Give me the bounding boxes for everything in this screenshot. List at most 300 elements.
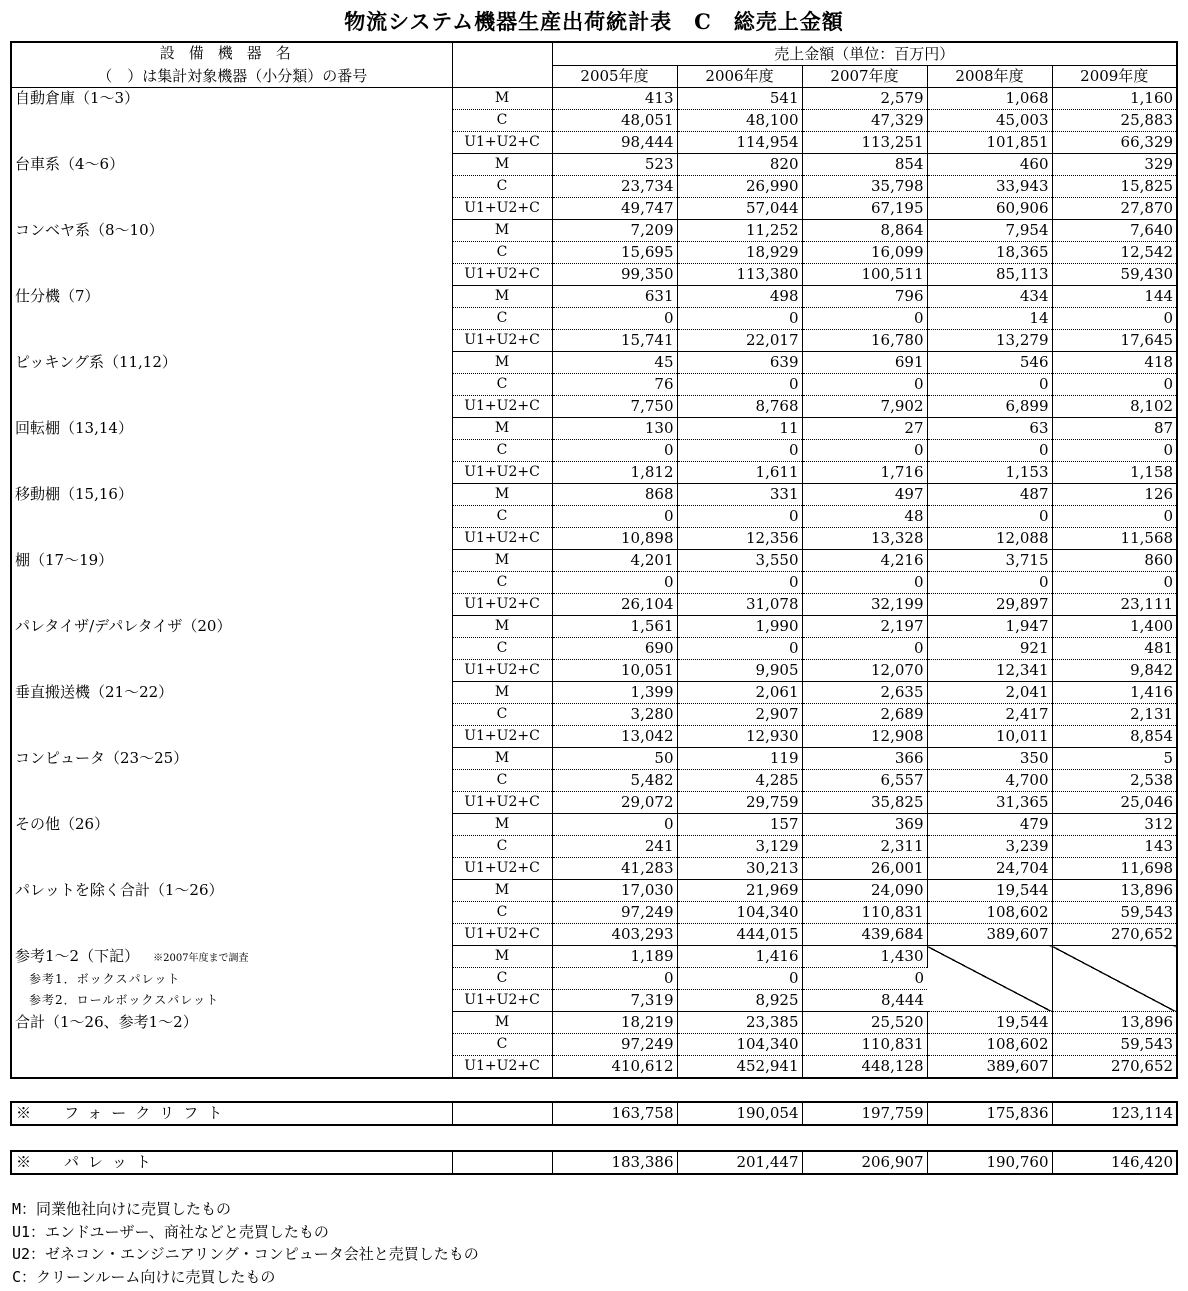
value-cell: 33,943 (927, 176, 1052, 198)
value-cell: 6,899 (927, 396, 1052, 418)
value-cell: 11,252 (677, 220, 802, 242)
value-cell: 98,444 (552, 132, 677, 154)
value-cell: 12,088 (927, 528, 1052, 550)
value-cell: 0 (1052, 308, 1177, 330)
equipment-label: パレタイザ/デパレタイザ（20） (11, 616, 452, 682)
value-cell: 8,102 (1052, 396, 1177, 418)
row-type: U1+U2+C (452, 396, 552, 418)
value-cell: 97,249 (552, 902, 677, 924)
value-cell: 27 (802, 418, 927, 440)
pallet-value: 190,760 (927, 1151, 1052, 1174)
value-cell: 126 (1052, 484, 1177, 506)
value-cell: 389,607 (927, 924, 1052, 946)
pallet-value: 146,420 (1110, 1153, 1173, 1171)
row-type: M (452, 880, 552, 902)
reference-name: 参考1～2（下記） (15, 946, 140, 965)
table-row (11, 154, 1177, 176)
value-cell: 13,896 (1052, 880, 1177, 902)
value-cell: 45,003 (927, 110, 1052, 132)
value-cell: 59,543 (1052, 902, 1177, 924)
value-cell: 921 (927, 638, 1052, 660)
value-cell: 108,602 (927, 902, 1052, 924)
value-cell: 448,128 (802, 1056, 927, 1079)
row-type: C (452, 836, 552, 858)
value-cell: 0 (802, 374, 927, 396)
equipment-label: パレットを除く合計（1～26） (11, 880, 452, 946)
value-cell: 22,017 (677, 330, 802, 352)
table-row (11, 880, 1177, 902)
value-cell: 523 (552, 154, 677, 176)
year-header: 2009年度 (1052, 66, 1177, 88)
year-header: 2008年度 (927, 66, 1052, 88)
row-type: M (452, 748, 552, 770)
equipment-label: 移動棚（15,16） (11, 484, 452, 550)
row-type: C (452, 308, 552, 330)
value-cell: 1,716 (802, 462, 927, 484)
value-cell: 12,341 (927, 660, 1052, 682)
value-cell: 0 (552, 506, 677, 528)
value-cell: 48,100 (677, 110, 802, 132)
value-cell: 0 (677, 374, 802, 396)
value-cell: 1,990 (677, 616, 802, 638)
note-line: U1：エンドユーザー、商社などと売買したもの (12, 1222, 329, 1241)
value-cell: 29,759 (677, 792, 802, 814)
forklift-row (10, 1101, 1178, 1126)
reference-item: 参考2．ロールボックスパレット (29, 992, 220, 1007)
note-line: M：同業他社向けに売買したもの (12, 1200, 232, 1218)
value-cell: 0 (1052, 572, 1177, 594)
value-cell: 0 (927, 506, 1052, 528)
value-cell: 110,831 (802, 1034, 927, 1056)
value-cell: 13,328 (802, 528, 927, 550)
equipment-name-header: 設備機器名 (11, 42, 452, 66)
value-cell: 366 (802, 748, 927, 770)
value-cell: 418 (1052, 352, 1177, 374)
table-row (11, 88, 1177, 110)
value-cell: 3,239 (927, 836, 1052, 858)
value-cell: 7,640 (1052, 220, 1177, 242)
value-cell: 27,870 (1052, 198, 1177, 220)
value-cell: 48 (802, 506, 927, 528)
equipment-label: 回転棚（13,14） (11, 418, 452, 484)
value-cell: 1,189 (552, 946, 677, 968)
value-cell: 6,557 (802, 770, 927, 792)
value-cell: 99,350 (552, 264, 677, 286)
row-type: U1+U2+C (452, 132, 552, 154)
value-cell: 24,090 (802, 880, 927, 902)
value-cell: 13,042 (552, 726, 677, 748)
value-cell: 0 (552, 572, 677, 594)
value-cell: 0 (552, 440, 677, 462)
row-type: C (452, 110, 552, 132)
value-cell: 796 (802, 286, 927, 308)
value-cell: 60,906 (927, 198, 1052, 220)
value-cell: 26,990 (677, 176, 802, 198)
value-cell: 157 (677, 814, 802, 836)
value-cell: 0 (552, 814, 677, 836)
reference-label (11, 946, 452, 1012)
pallet-label: ※ パレット (11, 1151, 452, 1174)
value-cell: 2,538 (1052, 770, 1177, 792)
value-cell: 270,652 (1052, 924, 1177, 946)
value-cell: 63 (927, 418, 1052, 440)
value-cell: 312 (1052, 814, 1177, 836)
value-cell: 1,158 (1052, 462, 1177, 484)
row-type: M (452, 682, 552, 704)
value-cell: 32,199 (802, 594, 927, 616)
value-cell: 2,131 (1052, 704, 1177, 726)
value-cell: 101,851 (927, 132, 1052, 154)
row-type: U1+U2+C (452, 1056, 552, 1079)
value-cell: 0 (677, 572, 802, 594)
row-type: M (452, 418, 552, 440)
value-cell: 5,482 (552, 770, 677, 792)
value-cell: 26,104 (552, 594, 677, 616)
value-cell: 29,897 (927, 594, 1052, 616)
value-cell: 0 (802, 968, 927, 990)
value-cell: 434 (927, 286, 1052, 308)
value-cell: 1,416 (1052, 682, 1177, 704)
value-cell: 8,768 (677, 396, 802, 418)
value-cell: 541 (677, 88, 802, 110)
value-cell: 639 (677, 352, 802, 374)
reference-note: ※2007年度まで調査 (153, 952, 249, 964)
value-cell: 21,969 (677, 880, 802, 902)
value-cell: 413 (552, 88, 677, 110)
value-cell: 0 (927, 572, 1052, 594)
value-cell: 143 (1052, 836, 1177, 858)
row-type: C (452, 638, 552, 660)
equipment-note: （ ）は集計対象機器（小分類）の番号 (11, 66, 452, 88)
forklift-value: 197,759 (802, 1102, 927, 1125)
value-cell: 479 (927, 814, 1052, 836)
value-cell: 25,883 (1052, 110, 1177, 132)
equipment-label: 仕分機（7） (11, 286, 452, 352)
value-cell: 85,113 (927, 264, 1052, 286)
row-type: U1+U2+C (452, 264, 552, 286)
row-type: M (452, 154, 552, 176)
value-cell: 7,902 (802, 396, 927, 418)
value-cell: 0 (677, 638, 802, 660)
row-type: C (452, 176, 552, 198)
value-cell: 15,825 (1052, 176, 1177, 198)
value-cell: 113,251 (802, 132, 927, 154)
sales-table-body (11, 42, 1177, 1078)
value-cell: 5 (1052, 748, 1177, 770)
total-label: 合計（1～26、参考1～2） (11, 1012, 452, 1079)
value-cell: 76 (552, 374, 677, 396)
value-cell: 868 (552, 484, 677, 506)
forklift-value: 190,054 (677, 1102, 802, 1125)
value-cell: 0 (1052, 506, 1177, 528)
value-cell: 439,684 (802, 924, 927, 946)
value-cell: 48,051 (552, 110, 677, 132)
value-cell: 350 (927, 748, 1052, 770)
row-type: U1+U2+C (452, 528, 552, 550)
value-cell: 389,607 (927, 1056, 1052, 1079)
value-cell: 23,111 (1052, 594, 1177, 616)
row-type: M (452, 352, 552, 374)
value-cell: 0 (1052, 374, 1177, 396)
sales-table (10, 41, 1178, 1079)
row-type: U1+U2+C (452, 660, 552, 682)
value-cell: 497 (802, 484, 927, 506)
value-cell: 0 (802, 308, 927, 330)
row-type: M (452, 88, 552, 110)
value-cell: 35,798 (802, 176, 927, 198)
table-row (11, 418, 1177, 440)
value-cell: 13,896 (1052, 1012, 1177, 1034)
value-cell: 17,030 (552, 880, 677, 902)
value-cell: 144 (1052, 286, 1177, 308)
value-cell: 452,941 (677, 1056, 802, 1079)
value-cell: 410,612 (552, 1056, 677, 1079)
value-cell: 0 (1052, 440, 1177, 462)
value-cell: 9,905 (677, 660, 802, 682)
value-cell: 7,209 (552, 220, 677, 242)
value-cell: 2,311 (802, 836, 927, 858)
row-type: C (452, 440, 552, 462)
value-cell: 1,812 (552, 462, 677, 484)
value-cell: 10,898 (552, 528, 677, 550)
value-cell: 460 (927, 154, 1052, 176)
table-row (11, 220, 1177, 242)
value-cell: 631 (552, 286, 677, 308)
value-cell: 270,652 (1111, 1057, 1174, 1075)
row-type: C (452, 968, 552, 990)
value-cell: 26,001 (802, 858, 927, 880)
value-cell: 0 (927, 440, 1052, 462)
value-cell: 0 (552, 308, 677, 330)
value-cell: 108,602 (927, 1034, 1052, 1056)
value-cell: 57,044 (677, 198, 802, 220)
value-cell: 11,698 (1052, 858, 1177, 880)
value-cell: 860 (1052, 550, 1177, 572)
value-cell: 0 (677, 968, 802, 990)
table-row (11, 946, 1177, 968)
value-cell: 110,831 (802, 902, 927, 924)
value-cell: 19,544 (927, 880, 1052, 902)
table-row (11, 814, 1177, 836)
equipment-label: コンピュータ（23～25） (11, 748, 452, 814)
year-header: 2005年度 (552, 66, 677, 88)
row-type: C (452, 704, 552, 726)
value-cell: 1,153 (927, 462, 1052, 484)
row-type: M (452, 484, 552, 506)
value-cell: 97,249 (552, 1034, 677, 1056)
value-cell: 1,611 (677, 462, 802, 484)
value-cell: 12,930 (677, 726, 802, 748)
value-cell: 1,400 (1052, 616, 1177, 638)
value-cell: 7,319 (552, 990, 677, 1012)
table-row (11, 286, 1177, 308)
value-cell: 25,520 (802, 1012, 927, 1034)
not-surveyed-cell (1052, 946, 1177, 1012)
row-type: U1+U2+C (452, 462, 552, 484)
value-cell: 329 (1052, 154, 1177, 176)
equipment-label: 自動倉庫（1～3） (11, 88, 452, 154)
value-cell: 854 (802, 154, 927, 176)
value-cell: 2,689 (802, 704, 927, 726)
value-cell: 498 (677, 286, 802, 308)
value-cell: 403,293 (552, 924, 677, 946)
table-row (11, 352, 1177, 374)
value-cell: 104,340 (677, 1034, 802, 1056)
row-type: M (452, 946, 552, 968)
value-cell: 2,417 (927, 704, 1052, 726)
equipment-label: 垂直搬送機（21～22） (11, 682, 452, 748)
value-cell: 820 (677, 154, 802, 176)
value-cell: 100,511 (802, 264, 927, 286)
value-cell: 10,051 (552, 660, 677, 682)
value-cell: 59,430 (1052, 264, 1177, 286)
value-cell: 3,715 (927, 550, 1052, 572)
value-cell: 9,842 (1052, 660, 1177, 682)
value-cell: 2,907 (677, 704, 802, 726)
value-cell: 4,700 (927, 770, 1052, 792)
value-cell: 31,365 (927, 792, 1052, 814)
pallet-value: 183,386 (552, 1151, 677, 1174)
value-cell: 66,329 (1052, 132, 1177, 154)
value-cell: 2,635 (802, 682, 927, 704)
value-cell: 8,925 (677, 990, 802, 1012)
value-cell: 12,542 (1052, 242, 1177, 264)
value-cell: 7,750 (552, 396, 677, 418)
pallet-value: 201,447 (677, 1151, 802, 1174)
row-type: C (452, 770, 552, 792)
value-cell: 0 (552, 968, 677, 990)
forklift-value: 163,758 (552, 1102, 677, 1125)
pallet-value: 206,907 (802, 1151, 927, 1174)
value-cell: 11,568 (1052, 528, 1177, 550)
row-type: M (452, 286, 552, 308)
value-cell: 47,329 (802, 110, 927, 132)
value-cell: 0 (677, 506, 802, 528)
equipment-label: その他（26） (11, 814, 452, 880)
value-cell: 87 (1052, 418, 1177, 440)
value-cell: 23,734 (552, 176, 677, 198)
equipment-label: 棚（17～19） (11, 550, 452, 616)
row-type: C (452, 242, 552, 264)
reference-item: 参考1．ボックスパレット (29, 971, 181, 986)
value-cell: 18,365 (927, 242, 1052, 264)
value-cell: 49,747 (552, 198, 677, 220)
value-cell: 0 (927, 374, 1052, 396)
table-row (11, 682, 1177, 704)
value-cell: 4,201 (552, 550, 677, 572)
value-cell: 59,543 (1052, 1034, 1177, 1056)
value-cell: 0 (677, 308, 802, 330)
value-cell: 15,695 (552, 242, 677, 264)
value-cell: 2,041 (927, 682, 1052, 704)
forklift-value: 123,114 (1110, 1104, 1173, 1122)
value-cell: 16,780 (802, 330, 927, 352)
row-type: C (452, 1034, 552, 1056)
value-cell: 11 (677, 418, 802, 440)
value-cell: 0 (802, 440, 927, 462)
value-cell: 2,579 (802, 88, 927, 110)
pallet-row (10, 1150, 1178, 1175)
value-cell: 369 (802, 814, 927, 836)
value-cell: 444,015 (677, 924, 802, 946)
value-cell: 15,741 (552, 330, 677, 352)
sales-unit-header: 売上金額（単位：百万円） (552, 42, 1177, 66)
row-type: U1+U2+C (452, 330, 552, 352)
value-cell: 546 (927, 352, 1052, 374)
row-type: C (452, 374, 552, 396)
row-type: U1+U2+C (452, 924, 552, 946)
row-type: M (452, 550, 552, 572)
value-cell: 12,070 (802, 660, 927, 682)
row-type: U1+U2+C (452, 594, 552, 616)
value-cell: 8,444 (802, 990, 927, 1012)
row-type: U1+U2+C (452, 198, 552, 220)
value-cell: 1,416 (677, 946, 802, 968)
forklift-label: ※ フォークリフト (11, 1102, 452, 1125)
table-row (11, 1012, 1177, 1034)
note-line: U2：ゼネコン・エンジニアリング・コンピュータ会社と売買したもの (12, 1245, 479, 1263)
value-cell: 3,129 (677, 836, 802, 858)
year-header: 2007年度 (802, 66, 927, 88)
value-cell: 119 (677, 748, 802, 770)
value-cell: 1,068 (927, 88, 1052, 110)
row-type: U1+U2+C (452, 792, 552, 814)
table-row (11, 550, 1177, 572)
value-cell: 29,072 (552, 792, 677, 814)
value-cell: 35,825 (802, 792, 927, 814)
value-cell: 481 (1052, 638, 1177, 660)
value-cell: 114,954 (677, 132, 802, 154)
table-row (11, 616, 1177, 638)
value-cell: 130 (552, 418, 677, 440)
note-line: C：クリーンルーム向けに売買したもの (12, 1267, 276, 1286)
value-cell: 113,380 (677, 264, 802, 286)
value-cell: 12,908 (802, 726, 927, 748)
value-cell: 31,078 (677, 594, 802, 616)
value-cell: 690 (552, 638, 677, 660)
not-surveyed-cell (927, 946, 1052, 1012)
value-cell: 487 (927, 484, 1052, 506)
value-cell: 41,283 (552, 858, 677, 880)
value-cell: 2,197 (802, 616, 927, 638)
value-cell: 14 (927, 308, 1052, 330)
value-cell: 19,544 (927, 1012, 1052, 1034)
value-cell: 0 (802, 572, 927, 594)
value-cell: 241 (552, 836, 677, 858)
row-type: U1+U2+C (452, 990, 552, 1012)
year-header: 2006年度 (677, 66, 802, 88)
value-cell: 67,195 (802, 198, 927, 220)
value-cell: 1,160 (1052, 88, 1177, 110)
value-cell: 25,046 (1052, 792, 1177, 814)
value-cell: 4,216 (802, 550, 927, 572)
value-cell: 0 (677, 440, 802, 462)
value-cell: 104,340 (677, 902, 802, 924)
value-cell: 0 (802, 638, 927, 660)
value-cell: 18,219 (552, 1012, 677, 1034)
value-cell: 23,385 (677, 1012, 802, 1034)
equipment-label: ピッキング系（11,12） (11, 352, 452, 418)
page-title: 物流システム機器生産出荷統計表 C 総売上金額 (344, 9, 844, 34)
value-cell: 1,430 (802, 946, 927, 968)
value-cell: 12,356 (677, 528, 802, 550)
value-cell: 1,561 (552, 616, 677, 638)
value-cell: 1,947 (927, 616, 1052, 638)
value-cell: 1,399 (552, 682, 677, 704)
value-cell: 2,061 (677, 682, 802, 704)
value-cell: 8,854 (1052, 726, 1177, 748)
equipment-label: 台車系（4～6） (11, 154, 452, 220)
